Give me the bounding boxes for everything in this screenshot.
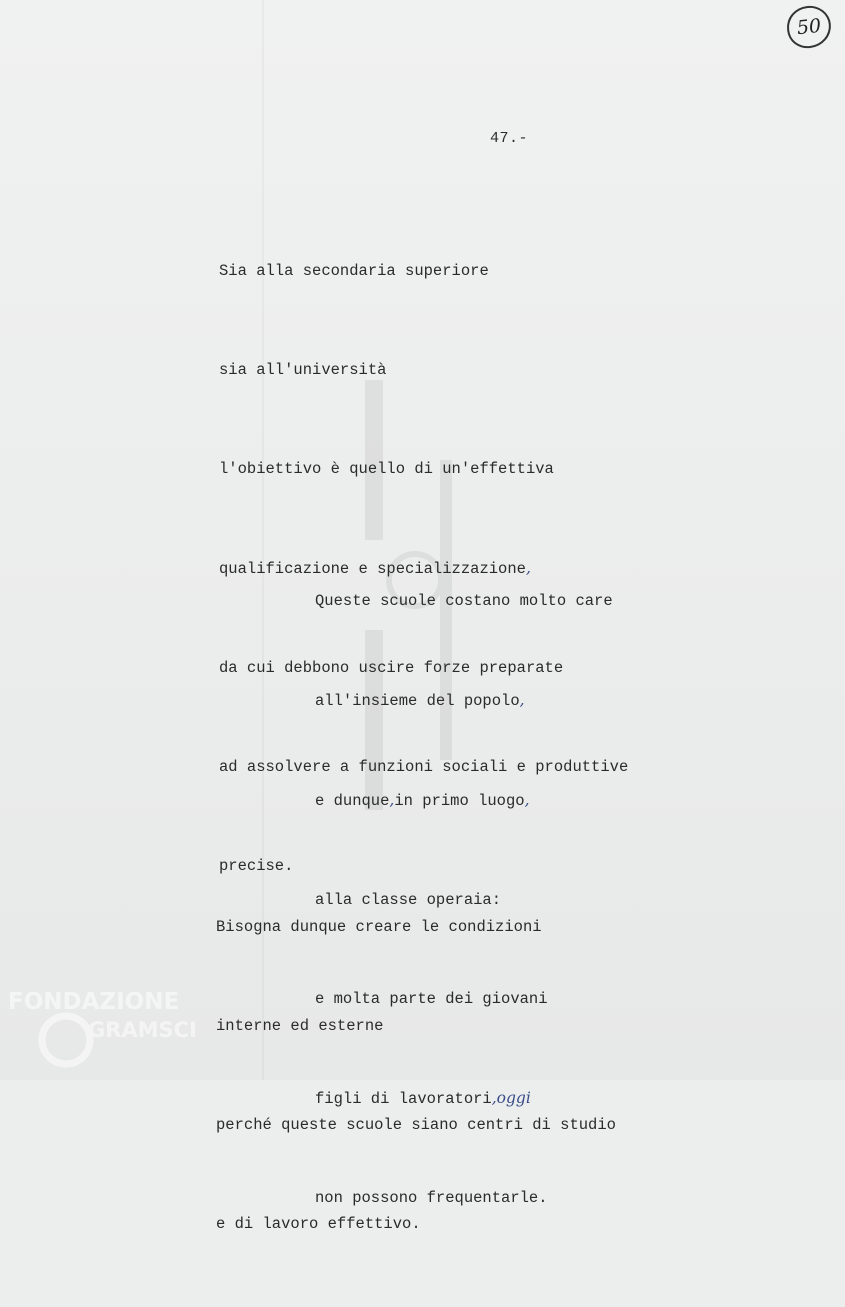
paragraph-1-line: precise. — [219, 857, 294, 875]
paragraph-2-line: Queste scuole costano molto care — [315, 592, 613, 610]
handwritten-comma: , — [525, 559, 531, 577]
paragraph-2-line: e molta parte dei giovani — [315, 990, 548, 1008]
paragraph-2-line: non possono frequentarle. — [315, 1189, 548, 1207]
handwritten-comma: , — [519, 691, 525, 709]
paragraph-1-line: Sia alla secondaria superiore — [219, 262, 489, 280]
paragraph-2-line-wrapper — [315, 784, 613, 818]
paragraph-3-line: perché queste scuole siano centri di studio — [216, 1116, 616, 1134]
logo-line-1: FONDAZIONE — [8, 989, 180, 1015]
archive-page-number: 50 — [795, 14, 823, 40]
paragraph-1-line: qualificazione e specializzazione — [219, 560, 526, 578]
page-number: 47.- — [490, 130, 529, 147]
paragraph-3 — [216, 845, 616, 1307]
paragraph-1-line: ad assolvere a funzioni sociali e produttive — [219, 758, 629, 776]
logo-line-2: GRAMSCI — [88, 1018, 197, 1042]
paragraph-1-line: sia all'università — [219, 361, 387, 379]
paragraph-3-line: e di lavoro effettivo. — [216, 1215, 421, 1233]
paragraph-1-line: l'obiettivo è quello di un'effettiva — [219, 460, 554, 478]
paragraph-2-line: alla classe operaia: — [315, 891, 502, 909]
paragraph-2-line: all'insieme del popolo — [315, 692, 520, 710]
paragraph-2-line-wrapper — [315, 684, 613, 718]
paragraph-2-line: in primo luogo — [394, 792, 525, 810]
handwritten-comma: , — [524, 791, 530, 809]
fondazione-gramsci-logo — [4, 985, 214, 1080]
handwritten-comma: , — [389, 791, 395, 809]
paragraph-2-line: figli di lavoratori — [315, 1090, 492, 1108]
paragraph-3-line: Bisogna dunque creare le condizioni — [216, 918, 542, 936]
paragraph-1-line: da cui debbono uscire forze preparate — [219, 659, 564, 677]
handwritten-insertion: oggi — [496, 1089, 531, 1107]
handwritten-comma: , — [491, 1089, 497, 1107]
paragraph-3-line: interne ed esterne — [216, 1017, 384, 1035]
archive-page-number-stamp — [785, 4, 833, 50]
paragraph-2-line: e dunque — [315, 792, 390, 810]
